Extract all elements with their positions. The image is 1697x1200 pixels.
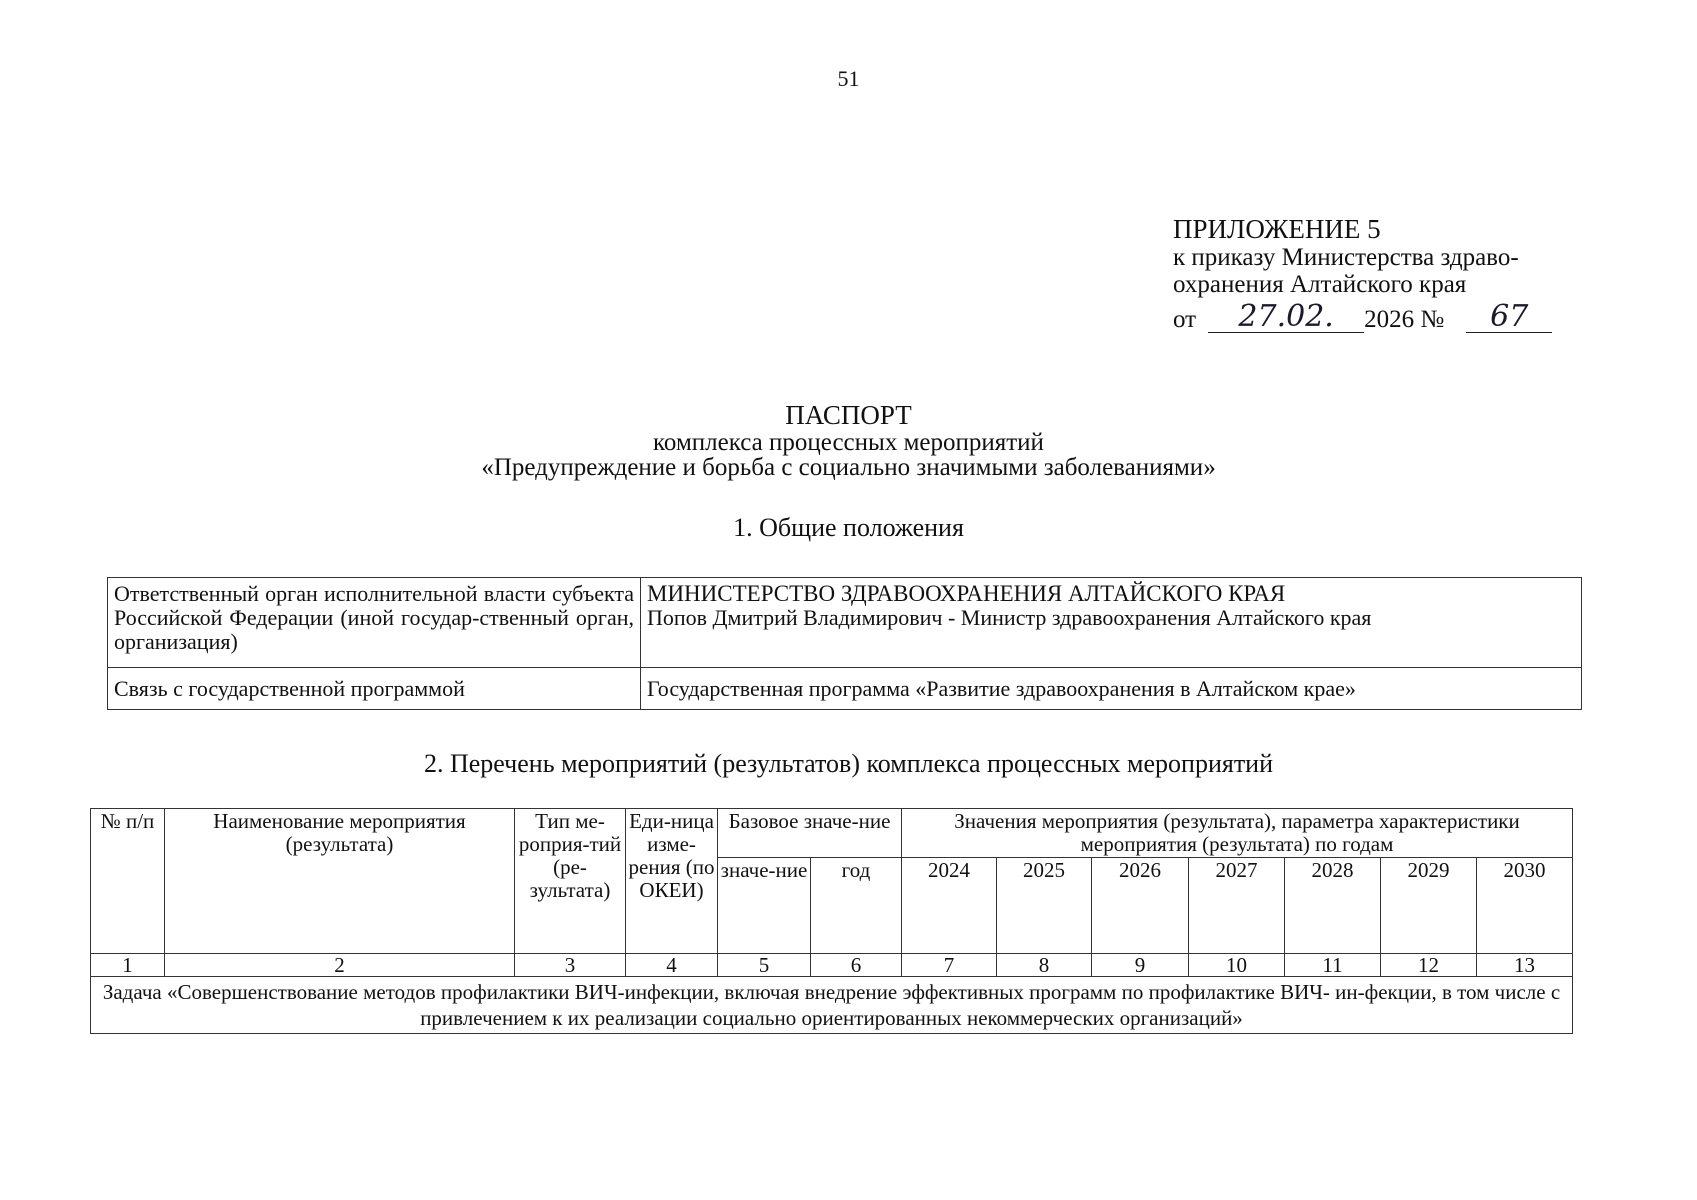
appendix-block	[1173, 214, 1593, 333]
table-row	[108, 578, 1582, 668]
row-value	[641, 578, 1582, 668]
header-base-value: значе-ние	[718, 858, 811, 954]
column-number: 7	[902, 954, 997, 977]
header-unit: Еди-ница изме-рения (по ОКЕИ)	[626, 809, 718, 954]
page-number: 51	[837, 66, 860, 91]
column-number: 4	[626, 954, 718, 977]
section-2-title: 2. Перечень мероприятий (результатов) комплекса процессных мероприятий	[423, 749, 1274, 778]
header-year: 2026	[1092, 858, 1189, 954]
header-year: 2024	[902, 858, 997, 954]
header-year: 2028	[1285, 858, 1381, 954]
header-year: 2025	[997, 858, 1092, 954]
column-number: 6	[811, 954, 902, 977]
general-info-table	[107, 577, 1582, 710]
row-label: Ответственный орган исполнительной власти субъекта Российской Федерации (иной государ-ственный орган, организация)	[108, 578, 641, 668]
ministry-name: МИНИСТЕРСТВО ЗДРАВООХРАНЕНИЯ АЛТАЙСКОГО КРАЯ	[647, 581, 1286, 606]
passport-subtitle-2: «Предупреждение и борьба с социально значимыми заболеваниями»	[481, 454, 1216, 481]
header-year: 2027	[1189, 858, 1285, 954]
handwritten-number: 67	[1466, 302, 1552, 333]
year-label: 2026 №	[1364, 306, 1445, 333]
column-number: 11	[1285, 954, 1381, 977]
from-label: от	[1173, 306, 1197, 333]
column-number: 5	[718, 954, 811, 977]
appendix-line-1: к приказу Министерства здраво-	[1173, 244, 1519, 271]
header-year: 2029	[1381, 858, 1477, 954]
events-table	[90, 808, 1573, 1034]
column-number: 2	[165, 954, 515, 977]
column-number: 9	[1092, 954, 1189, 977]
header-name: Наименование мероприятия (результата)	[165, 809, 515, 954]
table-row	[108, 668, 1582, 710]
minister-name: Попов Дмитрий Владимирович - Министр здравоохранения Алтайского края	[647, 605, 1372, 630]
appendix-title: ПРИЛОЖЕНИЕ 5	[1173, 214, 1381, 244]
column-number: 3	[515, 954, 626, 977]
header-base: Базовое значе-ние	[718, 809, 902, 858]
passport-subtitle-1: комплекса процессных мероприятий	[653, 429, 1044, 456]
handwritten-date: 27.02.	[1208, 302, 1364, 333]
column-number: 1	[91, 954, 165, 977]
header-num: № п/п	[91, 809, 165, 954]
passport-heading	[0, 401, 1697, 480]
header-years-group: Значения мероприятия (результата), параметра характеристики мероприятия (результата) по годам	[902, 809, 1573, 858]
task-text: Задача «Совершенствование методов профилактики ВИЧ-инфекции, включая внедрение эффективных программ по профилактике ВИЧ- ин-фекции, в том числе с привлечением к их реализации социально ориентированных некоммерческих организаций»	[91, 977, 1573, 1034]
column-number: 13	[1477, 954, 1573, 977]
section-1-title: 1. Общие положения	[733, 513, 964, 542]
passport-title: ПАСПОРТ	[785, 400, 912, 430]
column-number-row	[91, 954, 1573, 977]
appendix-line-2: охранения Алтайского края	[1173, 271, 1467, 298]
header-base-year: год	[811, 858, 902, 954]
column-number: 12	[1381, 954, 1477, 977]
row-value: Государственная программа «Развитие здравоохранения в Алтайском крае»	[641, 668, 1582, 710]
appendix-date-row	[1173, 299, 1593, 334]
header-year: 2030	[1477, 858, 1573, 954]
column-number: 10	[1189, 954, 1285, 977]
task-row	[91, 977, 1573, 1034]
row-label: Связь с государственной программой	[108, 668, 641, 710]
column-number: 8	[997, 954, 1092, 977]
header-row	[91, 809, 1573, 858]
header-type: Тип ме-роприя-тий (ре-зультата)	[515, 809, 626, 954]
